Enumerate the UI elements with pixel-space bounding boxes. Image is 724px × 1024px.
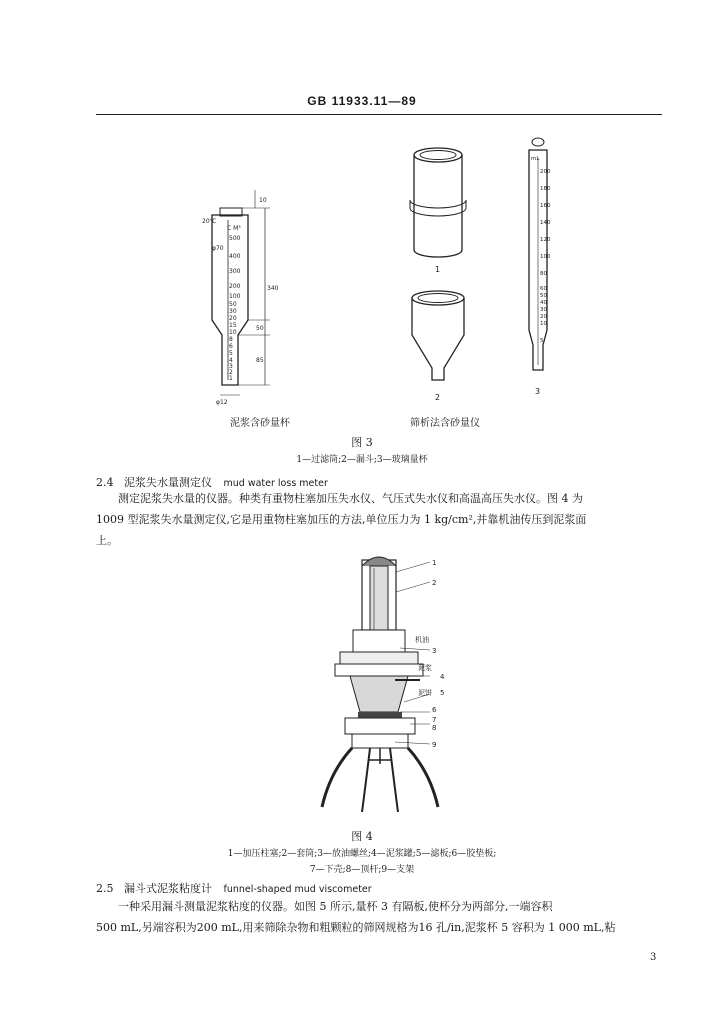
figure-3-legend: 1—过滤筒;2—漏斗;3—玻璃量杯	[296, 455, 428, 465]
cup-mark: 20℃	[202, 218, 217, 225]
filter-tube-drawing	[410, 148, 466, 257]
cup-dimension: 10	[259, 197, 267, 204]
section-title-cn: 泥浆失水量测定仪	[124, 476, 212, 489]
flask-mark: 80	[540, 271, 547, 277]
section-number: 2.4	[96, 476, 114, 489]
flask-mark: 180	[540, 186, 551, 192]
section-title-en: funnel-shaped mud viscometer	[223, 884, 372, 895]
flask-mark: 140	[540, 220, 551, 226]
figure-3-drawing	[180, 130, 580, 410]
figure-4-label: 7	[432, 716, 437, 724]
flask-mark: 100	[540, 254, 551, 260]
cup-mark: 10	[229, 329, 237, 336]
flask-mark: 40	[540, 300, 547, 306]
section-2-4-line: 上。	[96, 534, 118, 547]
figure-4-label: 泥饼	[418, 689, 432, 697]
figure-4-label: 3	[432, 647, 437, 655]
section-2-4-line: 测定泥浆失水量的仪器。种类有重物柱塞加压失水仪、气压式失水仪和高温高压失水仪。图 4 为	[118, 492, 583, 505]
cup-mark: C M³	[227, 225, 241, 232]
figure-3-label-cup: 泥浆含砂量杯	[230, 418, 290, 429]
figure-4-legend-line-1: 1—加压柱塞;2—套筒;3—放油螺丝;4—泥浆罐;5—滤板;6—胶垫板;	[227, 849, 497, 859]
cup-mark: 50	[229, 301, 237, 308]
figure-4-label: 2	[432, 579, 437, 587]
section-2-5-line: 一种采用漏斗测量泥浆粘度的仪器。如图 5 所示,量杯 3 有隔板,使杯分为两部分,一端容积	[118, 900, 553, 913]
flask-mark: 50	[540, 293, 547, 299]
page-number: 3	[650, 952, 657, 963]
cup-mark: 3	[229, 363, 233, 370]
cup-dimension: 85	[256, 357, 264, 364]
cup-mark: 500	[229, 235, 241, 242]
figure-4-label: 8	[432, 724, 437, 732]
figure-4-label: 机油	[415, 636, 429, 644]
figure-4-label: 1	[432, 559, 437, 567]
flask-mark: 20	[540, 314, 547, 320]
part-label: 1	[435, 265, 441, 274]
cup-mark: 30	[229, 308, 237, 315]
cup-mark: 6	[229, 343, 233, 350]
cup-mark: 300	[229, 268, 241, 275]
cup-mark: φ12	[216, 399, 228, 406]
figure-4-title: 图 4	[351, 830, 373, 843]
cup-mark: 8	[229, 336, 233, 343]
flask-mark: 160	[540, 203, 551, 209]
section-2-5-heading	[96, 880, 372, 896]
section-number: 2.5	[96, 882, 114, 895]
figure-4-legend-line-2: 7—下壳;8—顶杆;9—支架	[309, 865, 415, 875]
funnel-drawing	[412, 291, 464, 380]
flask-mark: 200	[540, 169, 551, 175]
cup-mark: 1	[229, 375, 233, 382]
page-header: GB 11933.11—89	[307, 94, 417, 108]
figure-4-label: 泥浆	[418, 664, 432, 672]
flask-mark: 60	[540, 286, 547, 292]
cup-mark: 4	[229, 357, 233, 364]
figure-3-label-sieve: 筛析法含砂量仪	[410, 418, 480, 429]
cup-mark: 100	[229, 293, 241, 300]
figure-4-drawing	[300, 552, 470, 832]
flask-mark: 30	[540, 307, 547, 313]
cup-mark: φ70	[212, 245, 224, 252]
figure-4-label: 9	[432, 741, 437, 749]
cup-dimension: 50	[256, 325, 264, 332]
cup-mark: 15	[229, 322, 237, 329]
section-title-cn: 漏斗式泥浆粘度计	[124, 882, 212, 895]
figure-4-label: 4	[440, 673, 445, 681]
flask-mark: 5	[540, 338, 544, 344]
flask-unit: mL	[531, 156, 540, 162]
section-2-5-line: 500 mL,另端容积为200 mL,用来筛除杂物和粗颗粒的筛网规格为16 孔/in,泥浆杯 5 容积为 1 000 mL,粘	[96, 921, 616, 934]
cup-mark: 400	[229, 253, 241, 260]
sand-content-cup-drawing	[212, 190, 270, 395]
section-title-en: mud water loss meter	[223, 478, 328, 489]
cup-dimension: 340	[267, 285, 279, 292]
flask-mark: 120	[540, 237, 551, 243]
figure-3-title: 图 3	[351, 436, 373, 449]
cup-mark: 200	[229, 283, 241, 290]
figure-4-label: 6	[432, 706, 437, 714]
figure-4-label: 5	[440, 689, 445, 697]
part-label: 2	[435, 393, 441, 402]
header-rule	[96, 114, 662, 115]
flask-mark: 10	[540, 321, 547, 327]
section-2-4-line: 1009 型泥浆失水量测定仪,它是用重物柱塞加压的方法,单位压力为 1 kg/cm²,并靠机油传压到泥浆面	[96, 513, 587, 526]
cup-mark: 2	[229, 369, 233, 376]
cup-mark: 5	[229, 350, 233, 357]
cup-mark: 20	[229, 315, 237, 322]
part-label: 3	[535, 387, 541, 396]
